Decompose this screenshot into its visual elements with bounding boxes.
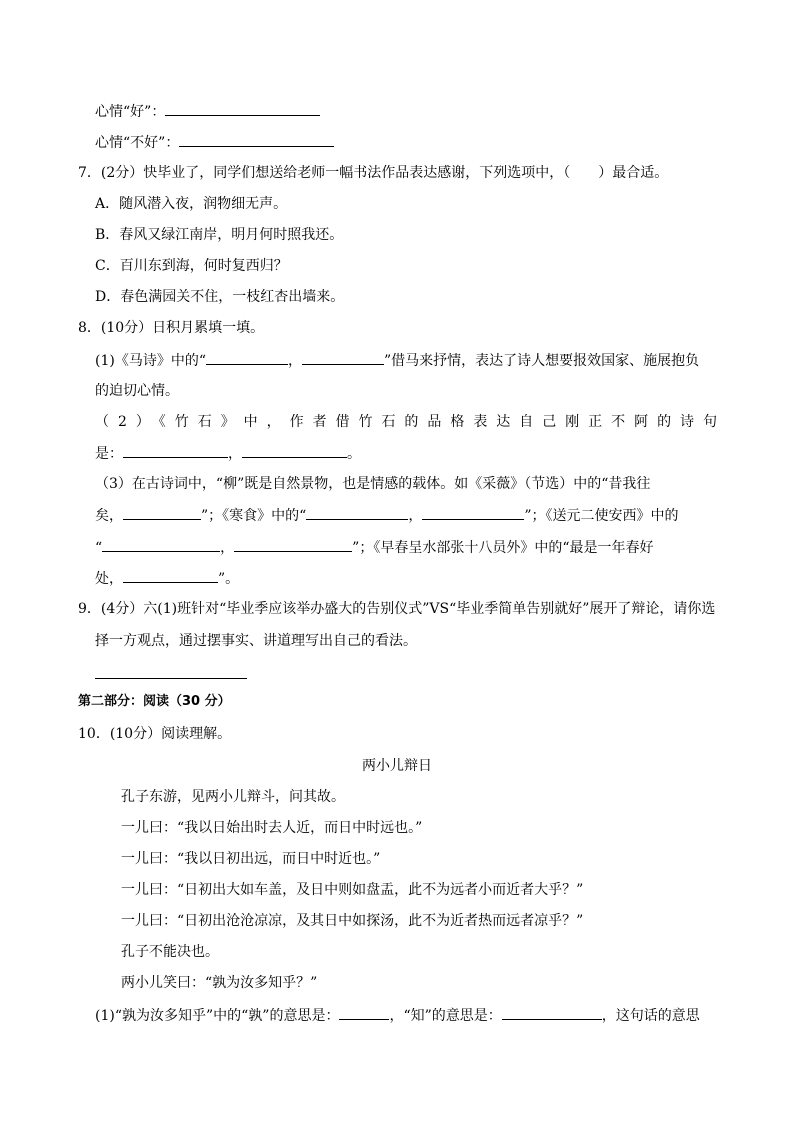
answer-blank[interactable] xyxy=(123,568,218,583)
q8-text: ”；《送元二使安西》中的 xyxy=(524,508,679,524)
q7-option-d: D．春色满园关不住，一枝红杏出墙来。 xyxy=(95,289,345,305)
q8-text: ”。 xyxy=(218,571,240,587)
q9-line2: 择一方观点，通过摆事实、讲道理写出自己的看法。 xyxy=(95,633,417,649)
q10-stem: 10．(10分）阅读理解。 xyxy=(78,726,232,742)
q7-stem: 7．(2分）快毕业了，同学们想送给老师一幅书法作品表达感谢，下列选项中，（ ）最合适。 xyxy=(78,165,669,181)
answer-blank[interactable] xyxy=(306,505,408,520)
answer-blank[interactable] xyxy=(123,443,228,458)
q8-part3-line1: （3）在古诗词中，“柳”既是自然景物，也是情感的载体。如《采薇》（节选）中的“昔我往 xyxy=(95,476,651,492)
answer-blank[interactable] xyxy=(123,505,201,520)
q9-answer-line[interactable] xyxy=(95,678,247,679)
passage-line: 一儿曰：“日初出大如车盖，及日中则如盘盂，此不为远者小而近者大乎？” xyxy=(121,882,584,898)
passage-line: 两小儿笑曰：“孰为汝多知乎？” xyxy=(121,975,318,991)
answer-blank[interactable] xyxy=(234,537,352,552)
q8-text: 是： xyxy=(95,446,123,462)
q9-line1: 9．(4分）六(1)班针对“毕业季应该举办盛大的告别仪式”VS“毕业季简单告别就好”展开了辩论，请你选 xyxy=(78,601,716,617)
q8-text: 。 xyxy=(347,446,361,462)
q8-text: 处， xyxy=(95,571,123,587)
q6-good-line xyxy=(95,101,320,122)
answer-blank[interactable] xyxy=(165,101,320,116)
q8-text: 矣， xyxy=(95,508,123,524)
q8-text: ， xyxy=(220,540,235,556)
answer-blank[interactable] xyxy=(206,350,288,365)
passage-line: 孔子东游，见两小儿辩斗，问其故。 xyxy=(121,789,345,805)
q8-text: “ xyxy=(95,540,103,556)
answer-blank[interactable] xyxy=(422,505,524,520)
part2-heading: 第二部分：阅读（30 分） xyxy=(78,694,231,709)
passage-line: 一儿曰：“我以日初出远，而日中时近也。” xyxy=(121,851,381,867)
answer-blank[interactable] xyxy=(242,443,347,458)
q6-good-label: 心情“好”： xyxy=(95,104,166,120)
q6-bad-label: 心情“不好”： xyxy=(95,135,180,151)
q8-part2-line2 xyxy=(95,443,361,464)
q8-text: ， xyxy=(408,508,423,524)
q10-text: ，这句话的意思 xyxy=(601,1008,700,1024)
q10-text: ，“知”的意思是： xyxy=(389,1008,502,1024)
q7-option-b: B．春风又绿江南岸，明月何时照我还。 xyxy=(95,227,344,243)
q10-sub1 xyxy=(95,1005,700,1026)
answer-blank[interactable] xyxy=(502,1005,602,1020)
q8-part3-line3 xyxy=(95,537,654,558)
q8-part1-line1 xyxy=(95,350,699,371)
q8-text: (1)《马诗》中的“ xyxy=(95,353,206,369)
q8-text: ”；《寒食》中的“ xyxy=(201,508,307,524)
passage-line: 一儿曰：“日初出沧沧凉凉，及其日中如探汤，此不为近者热而远者凉乎？” xyxy=(121,913,584,929)
passage-line: 孔子不能决也。 xyxy=(121,944,219,960)
answer-blank[interactable] xyxy=(302,350,384,365)
q8-text: ， xyxy=(288,353,302,369)
q8-part3-line4 xyxy=(95,568,239,589)
answer-blank[interactable] xyxy=(179,132,334,147)
passage-line: 一儿曰：“我以日始出时去人近，而日中时远也。” xyxy=(121,820,423,836)
q6-bad-line xyxy=(95,132,334,153)
q8-part1-line2: 的迫切心情。 xyxy=(95,383,179,399)
answer-blank[interactable] xyxy=(102,537,220,552)
q7-option-a: A．随风潜入夜，润物细无声。 xyxy=(95,196,288,212)
q7-option-c: C．百川东到海，何时复西归？ xyxy=(95,258,288,274)
q8-stem: 8．(10分）日积月累填一填。 xyxy=(78,320,265,336)
q8-part3-line2 xyxy=(95,505,679,526)
q8-part2-line1: （2）《竹石》中，作者借竹石的品格表达自己刚正不阿的诗句 xyxy=(95,414,717,430)
q8-text: ， xyxy=(228,446,242,462)
passage-title: 两小儿辩日 xyxy=(362,758,432,774)
q10-text: (1)“孰为汝多知乎”中的“孰”的意思是： xyxy=(95,1008,340,1024)
answer-blank[interactable] xyxy=(339,1005,389,1020)
q8-text: ”；《早春呈水部张十八员外》中的“最是一年春好 xyxy=(352,540,654,556)
q8-text: ”借马来抒情，表达了诗人想要报效国家、施展抱负 xyxy=(384,353,700,369)
